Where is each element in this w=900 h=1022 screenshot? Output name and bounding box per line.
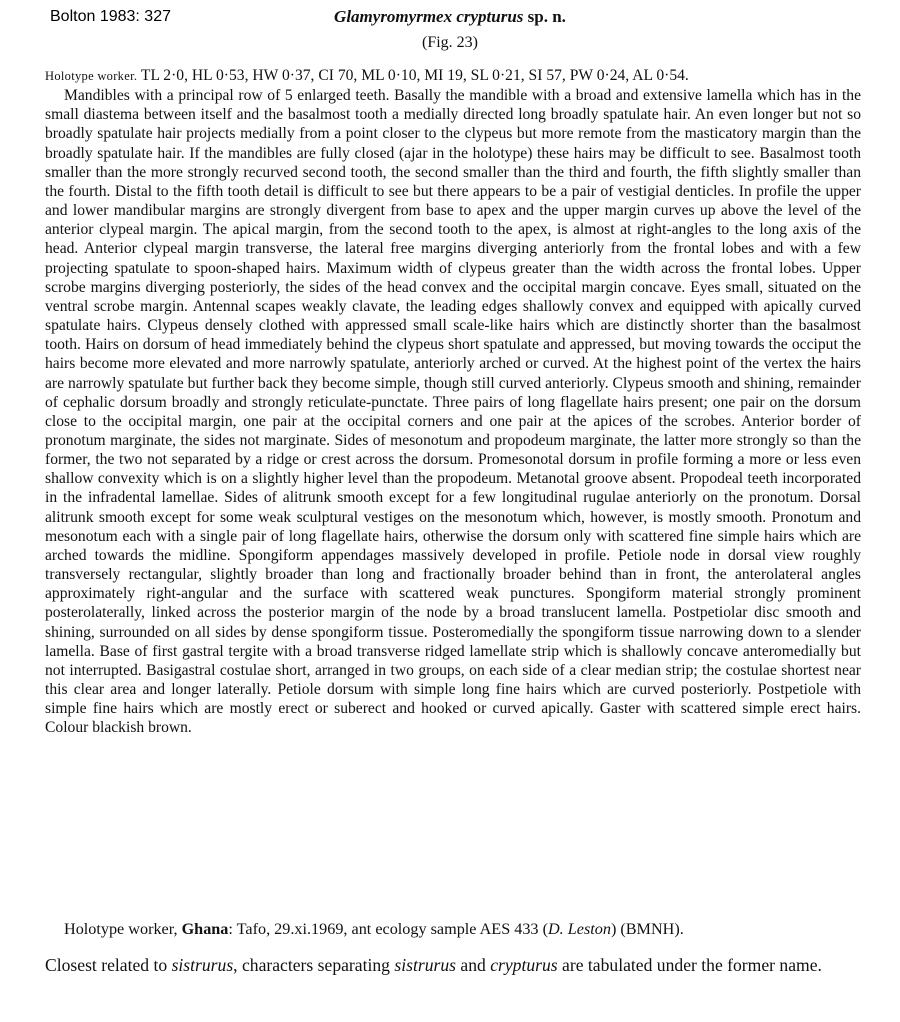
- closing-species-2: sistrurus: [394, 955, 456, 975]
- holotype-suffix: ) (BMNH).: [610, 920, 684, 938]
- closing-species-3: crypturus: [490, 955, 558, 975]
- citation-reference: Bolton 1983: 327: [50, 8, 171, 25]
- measurements-line: [45, 66, 861, 86]
- closing-part1: Closest related to: [45, 955, 168, 975]
- holotype-locality: : Tafo, 29.xi.1969, ant ecology sample AES 433 (: [228, 920, 548, 938]
- measurements-label: Holotype worker.: [45, 69, 138, 83]
- closing-species-1: sistrurus: [171, 955, 234, 975]
- figure-reference: (Fig. 23): [422, 34, 478, 51]
- holotype-collector: D. Leston: [547, 920, 611, 938]
- description-block: [45, 66, 861, 737]
- species-title: [0, 7, 900, 27]
- measurements-values: TL 2·0, HL 0·53, HW 0·37, CI 70, ML 0·10, MI 19, SL 0·21, SI 57, PW 0·24, AL 0·54.: [140, 67, 689, 84]
- closing-part3: and: [460, 955, 486, 975]
- species-name: Glamyromyrmex crypturus: [334, 7, 524, 26]
- species-suffix: sp. n.: [527, 7, 566, 26]
- holotype-line: [64, 920, 864, 939]
- closing-paragraph: [45, 953, 863, 977]
- holotype-prefix: Holotype worker,: [64, 920, 178, 938]
- closing-part2: , characters separating: [233, 955, 390, 975]
- holotype-country: Ghana: [181, 920, 229, 938]
- description-paragraph: Mandibles with a principal row of 5 enlarged teeth. Basally the mandible with a broad and extensive lamella which has in the small diastema between itself and the basalmost tooth a medially directed long broadly spatulate hair. An even longer but not so broadly spatulate hair projects medially from a point closer to the clypeus but more remote from the masticatory margin than the broadly spatulate hair. If the mandibles are fully closed (ajar in the holotype) these hairs may be difficult to see. Basalmost tooth smaller than the more strongly recurved second tooth, the second smaller than the third and fourth, the fifth slightly smaller than the fourth. Distal to the fifth tooth detail is difficult to see but there appears to be a pair of vestigial denticles. In profile the upper and lower mandibular margins are strongly divergent from base to apex and the upper margin curves up above the level of the anterior clypeal margin. The apical margin, from the second tooth to the apex, is almost at right-angles to the long axis of the head. Anterior clypeal margin transverse, the lateral free margins diverging anteriorly from the frontal lobes and with a few projecting spatulate to spoon-shaped hairs. Maximum width of clypeus greater than the width across the frontal lobes. Upper scrobe margins diverging posteriorly, the sides of the head convex and the occipital margin concave. Eyes small, situated on the ventral scrobe margin. Antennal scapes weakly clavate, the leading edges shallowly convex and equipped with apically curved spatulate hairs. Clypeus densely clothed with appressed small scale-like hairs which are distinctly shorter than the basalmost tooth. Hairs on dorsum of head immediately behind the clypeus short spatulate and appressed, but moving towards the occiput the hairs become more elevated and more narrowly spatulate, anteriorly arched or curved. At the highest point of the vertex the hairs are narrowly spatulate but further back they become simple, though still curved anteriorly. Clypeus smooth and shining, remainder of cephalic dorsum broadly and strongly reticulate-punctate. Three pairs of long flagellate hairs present; one pair on the dorsum close to the occipital margin, one pair at the occipital corners and one pair at the apices of the scrobes. Anterior border of pronotum marginate, the sides not marginate. Sides of mesonotum and propodeum marginate, the latter more strongly so than the former, the two not separated by a ridge or crest across the dorsum. Promesonotal dorsum in profile forming a more or less even shallow convexity which is on a slightly higher level than the propodeum. Metanotal groove absent. Propodeal teeth incorporated in the infradental lamellae. Sides of alitrunk smooth except for a few longitudinal rugulae anteriorly on the pronotum. Dorsal alitrunk smooth except for some weak sculptural vestiges on the mesonotum which, however, is mostly smooth. Pronotum and mesonotum each with a single pair of long flagellate hairs, otherwise the dorsum only with scattered fine simple hairs which are arched towards the midline. Spongiform appendages massively developed in profile. Petiole node in dorsal view roughly transversely rectangular, slightly broader than long and fractionally broader behind than in front, the anterolateral angles approximately right-angular and the surface with scattered weak punctures. Spongiform material strongly prominent posterolaterally, linked across the posterior margin of the node by a broad translucent lamella. Postpetiolar disc smooth and shining, surrounded on all sides by dense spongiform tissue. Posteromedially the spongiform tissue narrowing down to a slender lamella. Base of first gastral tergite with a broad transverse ridged lamellate strip which is shallowly concave anteromedially but not interrupted. Basigastral costulae short, arranged in two groups, on each side of a clear median strip; the costulae shortest near this clear area and longer laterally. Petiole dorsum with simple long fine hairs which are curved posteriorly. Postpetiole with simple fine hairs which are mostly erect or suberect and hooked or curved apically. Gaster with scattered simple erect hairs. Colour blackish brown.: [45, 87, 861, 737]
- closing-part4: are tabulated under the former name.: [562, 955, 822, 975]
